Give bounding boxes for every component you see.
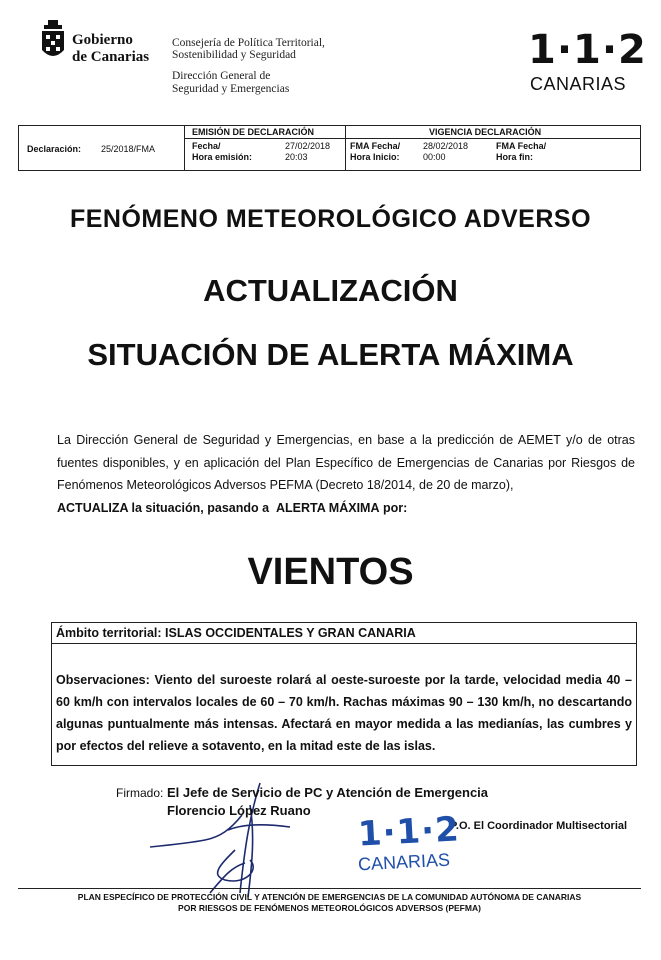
stamp-112-region: CANARIAS xyxy=(357,849,451,875)
fecha-label: Fecha/ xyxy=(192,141,221,151)
intro-suffix: por: xyxy=(382,500,408,515)
firmado-label: Firmado: xyxy=(116,786,164,800)
consejeria xyxy=(172,37,325,61)
hora-inicio-label: Hora Inicio: xyxy=(350,152,400,162)
phenomenon-title: VIENTOS xyxy=(247,551,414,593)
logo-112-region: CANARIAS xyxy=(530,74,627,94)
footer-line1: PLAN ESPECÍFICO DE PROTECCIÓN CIVIL Y ATENCIÓN DE EMERGENCIAS DE LA COMUNIDAD AUTÓNOMA DE CANARIAS xyxy=(77,892,582,902)
fma-fecha2-label: FMA Fecha/ xyxy=(496,141,547,151)
signer-title: El Jefe de Servicio de PC y Atención de Emergencia xyxy=(167,785,489,800)
po-coordinator: P.O. El Coordinador Multisectorial xyxy=(450,820,628,832)
inicio-fecha-value: 28/02/2018 xyxy=(423,141,469,151)
declaration-label: Declaración: xyxy=(27,144,82,154)
intro-action: ACTUALIZA la situación, pasando a xyxy=(57,500,270,515)
ambito-box xyxy=(51,622,637,766)
consejeria-line2: Sostenibilidad y Seguridad xyxy=(172,49,296,61)
hora-value: 20:03 xyxy=(285,152,308,162)
ambito-label: Ámbito territorial: ISLAS OCCIDENTALES Y GRAN CANARIA xyxy=(56,626,416,640)
declaration-number: 25/2018/FMA xyxy=(101,144,156,154)
footer xyxy=(18,888,641,914)
direccion-line1: Dirección General de xyxy=(172,70,271,82)
inicio-hora-value: 00:00 xyxy=(423,152,446,162)
intro-text: La Dirección General de Seguridad y Emergencias, en base a la predicción de AEMET y/o de otras fuentes disponibles, y en aplicación del Plan Específico de Emergencias de Canarias por Riesgos de Fenómenos Meteorológicos Adversos PEFMA (Decreto 18/2014, de 20 de marzo), xyxy=(57,433,635,492)
consejeria-line1: Consejería de Política Territorial, xyxy=(172,37,325,49)
signer-name: Florencio López Ruano xyxy=(167,803,311,818)
gobierno-line2: de Canarias xyxy=(72,49,150,65)
hora-fin-label: Hora fin: xyxy=(496,152,533,162)
stamp-112-number: 1·1·2 xyxy=(357,809,461,855)
update-title: ACTUALIZACIÓN xyxy=(203,273,458,308)
footer-line2: POR RIESGOS DE FENÓMENOS METEOROLÓGICOS ADVERSOS (PEFMA) xyxy=(178,903,481,913)
fma-fecha-label: FMA Fecha/ xyxy=(350,141,401,151)
vigencia-header: VIGENCIA DECLARACIÓN xyxy=(429,127,542,137)
observaciones-text: Observaciones: Viento del suroeste rolará al oeste-suroeste por la tarde, velocidad media 40 – 60 km/h con intervalos locales de 60 – 70 km/h. Rachas máximas 90 – 130 km/h, no descartando algunas puntualmente más intensas. Afectará en mayor medida a las medianías, las cumbres y por efectos del relieve a sotavento, en la mitad este de las islas. xyxy=(56,673,632,753)
emision-header: EMISIÓN DE DECLARACIÓN xyxy=(192,127,315,137)
logo-112-number: 1·1·2 xyxy=(528,27,647,73)
direccion-general xyxy=(172,70,289,96)
coat-of-arms-icon xyxy=(40,20,66,64)
main-title: FENÓMENO METEOROLÓGICO ADVERSO xyxy=(69,205,592,233)
gobierno-line1: Gobierno xyxy=(72,32,133,48)
intro-paragraph xyxy=(57,429,635,519)
intro-alert: ALERTA MÁXIMA xyxy=(276,500,380,515)
situation-title: SITUACIÓN DE ALERTA MÁXIMA xyxy=(87,337,574,372)
fecha-value: 27/02/2018 xyxy=(285,141,331,151)
direccion-line2: Seguridad y Emergencias xyxy=(172,83,290,95)
gobierno-logo-text xyxy=(72,32,149,66)
hora-emision-label: Hora emisión: xyxy=(192,152,253,162)
declaration-table xyxy=(18,125,641,171)
